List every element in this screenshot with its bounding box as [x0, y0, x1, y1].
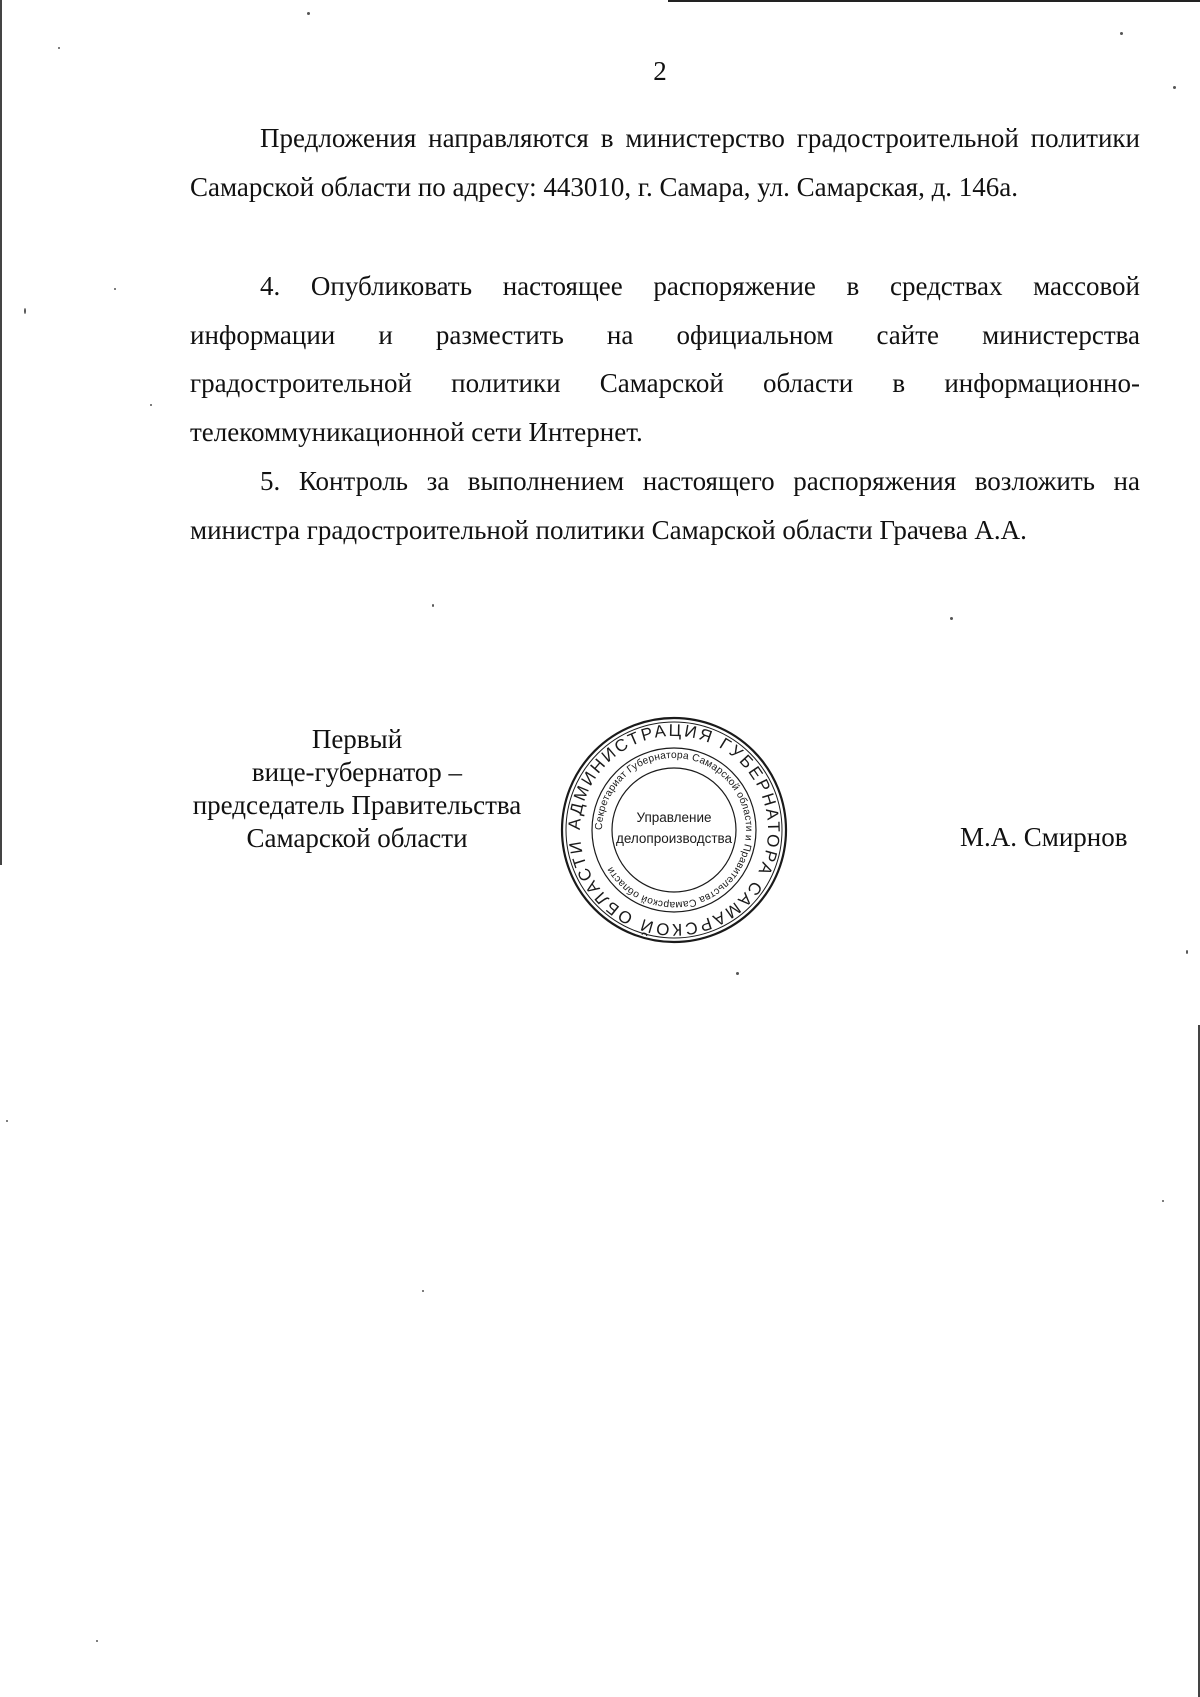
seal-inner-text: Секретариат Губернатора Самарской области и Правительства Самарской области	[593, 749, 755, 911]
seal-inner-ring	[612, 768, 736, 892]
paragraph-item-4	[190, 262, 1140, 456]
scan-speck	[114, 288, 116, 290]
scan-speck	[150, 404, 152, 406]
seal-middle-ring	[592, 748, 756, 912]
scan-speck	[950, 617, 953, 620]
paragraph-item-5	[190, 457, 1140, 554]
official-seal-stamp	[558, 714, 790, 946]
scan-speck	[1120, 32, 1123, 35]
scan-speck	[1186, 950, 1188, 954]
signer-title-line: Первый	[311, 724, 403, 754]
scan-edge-left	[0, 0, 2, 865]
seal-center-line-2: делопроизводства	[615, 831, 733, 846]
scan-speck	[1162, 1200, 1164, 1202]
scan-speck	[1173, 86, 1176, 89]
signer-title-line: Самарской области	[246, 823, 468, 853]
seal-center-line-1: Управление	[636, 810, 712, 825]
scan-speck	[736, 972, 739, 975]
scan-speck	[307, 12, 310, 15]
scan-speck	[6, 1120, 8, 1122]
signer-title-line: председатель Правительства	[192, 790, 522, 820]
scan-speck	[24, 308, 26, 314]
signer-title-line: вице-губернатор –	[251, 757, 463, 787]
page-number: 2	[653, 56, 667, 86]
paragraph-proposals-text: Предложения направляются в министерство градостроительной политики Самарской области по адресу: 443010, г. Самара, ул. Самарская, д. 146а.	[190, 123, 1140, 202]
scan-speck	[58, 47, 60, 49]
paragraph-item-4-text: 4. Опубликовать настоящее распоряжение в средствах массовой информации и разместить на официальном сайте министерства градостроительной политики Самарской области в информационно-телекоммуникационной сети Интернет.	[190, 271, 1140, 447]
scan-speck	[96, 1640, 98, 1642]
scan-edge-top	[668, 0, 1200, 2]
seal-outer-text: АДМИНИСТРАЦИЯ ГУБЕРНАТОРА САМАРСКОЙ ОБЛАСТИ	[564, 720, 784, 940]
signer-title	[172, 723, 542, 855]
signer-name: М.А. Смирнов	[960, 822, 1128, 852]
scan-speck	[422, 1290, 424, 1292]
paragraph-item-5-text: 5. Контроль за выполнением настоящего распоряжения возложить на министра градостроительной политики Самарской области Грачева А.А.	[190, 466, 1140, 545]
paragraph-proposals	[190, 114, 1140, 211]
scan-speck	[432, 604, 434, 607]
